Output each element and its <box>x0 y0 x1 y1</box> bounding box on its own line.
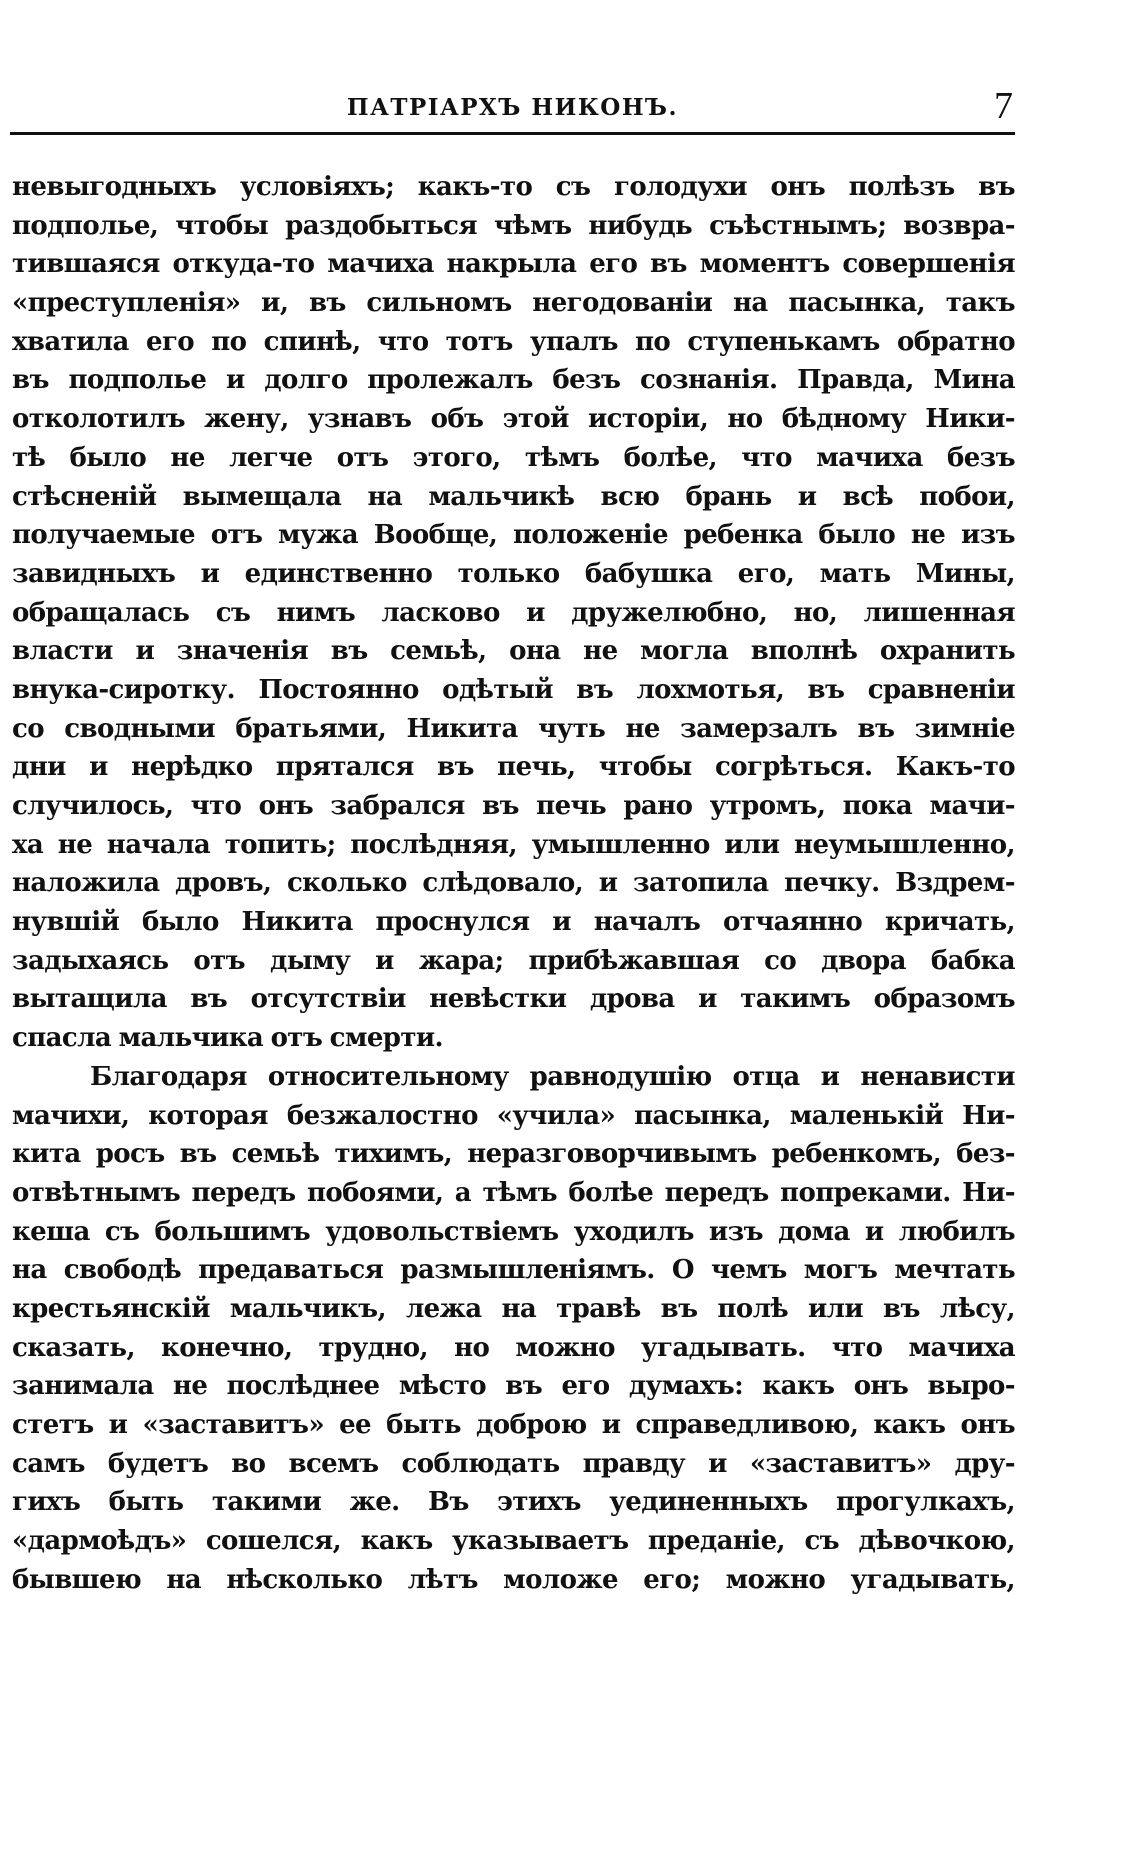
text-line: завидныхъ и единственно только бабушка его, мать Мины, <box>12 558 1015 589</box>
text-line: получаемые отъ мужа Вообще, положеніе ребенка было не изъ <box>12 520 1015 551</box>
text-line: со сводными братьями, Никита чуть не замерзалъ въ зимніе <box>12 713 1015 744</box>
text-line: вытащила въ отсутствіи невѣстки дрова и такимъ образомъ <box>12 984 1015 1015</box>
text-line: сказать, конечно, трудно, но можно угадывать. что мачиха <box>12 1332 1015 1363</box>
text-line: въ подполье и долго пролежалъ безъ сознанія. Правда, Мина <box>12 365 1015 396</box>
text-line: крестьянскій мальчикъ, лежа на травѣ въ полѣ или въ лѣсу, <box>12 1293 1015 1324</box>
text-line: тѣ было не легче отъ этого, тѣмъ болѣе, что мачиха безъ <box>12 442 1015 473</box>
text-line: отвѣтнымъ передъ побоями, а тѣмъ болѣе передъ попреками. Ни- <box>12 1177 1015 1208</box>
text-line: «дармоѣдъ» сошелся, какъ указываетъ преданіе, съ дѣвочкою, <box>12 1526 1015 1557</box>
body-text <box>12 168 1015 1599</box>
text-line: хватила его по спинѣ, что тотъ упалъ по ступенькамъ обратно <box>12 326 1015 357</box>
text-line: невыгодныхъ условіяхъ; какъ-то съ голодухи онъ полѣзъ въ <box>12 172 1015 202</box>
text-line: ха не начала топить; послѣдняя, умышленно или неумышленно, <box>12 829 1015 860</box>
text-line: подполье, чтобы раздобыться чѣмъ нибудь съѣстнымъ; возвра- <box>12 210 1015 241</box>
text-line: стѣсненій вымещала на мальчикѣ всю брань и всѣ побои, <box>12 481 1015 512</box>
running-title: ПАТРІАРХЪ НИКОНЪ. <box>346 94 679 121</box>
text-line: кита росъ въ семьѣ тихимъ, неразговорчивымъ ребенкомъ, без- <box>12 1139 1015 1170</box>
text-line: дни и нерѣдко прятался въ печь, чтобы согрѣться. Какъ-то <box>12 752 1015 783</box>
text-line: спасла мальчика отъ смерти. <box>12 1023 444 1054</box>
text-line: наложила дровъ, сколько слѣдовало, и затопила печку. Вздрем- <box>12 868 1015 899</box>
text-line: внука-сиротку. Постоянно одѣтый въ лохмотья, въ сравненіи <box>12 674 1015 705</box>
text-line: бывшею на нѣсколько лѣтъ моложе его; можно угадывать, <box>12 1564 1015 1595</box>
text-line: гихъ быть такими же. Въ этихъ уединенныхъ прогулкахъ, <box>12 1487 1015 1518</box>
paragraph-1 <box>12 168 1015 1058</box>
paragraph-2 <box>12 1058 1015 1600</box>
running-header <box>10 82 1015 135</box>
text-line: «преступленія» и, въ сильномъ негодованіи на пасынка, такъ <box>12 288 1015 319</box>
text-line: нувшій было Никита проснулся и началъ отчаянно кричать, <box>12 907 1015 938</box>
text-line: тившаяся откуда-то мачиха накрыла его въ моментъ совершенія <box>12 249 1015 280</box>
text-line: власти и значенія въ семьѣ, она не могла вполнѣ охранить <box>12 636 1015 667</box>
text-line: Благодаря относительному равнодушію отца и ненависти <box>90 1061 1015 1092</box>
text-line: случилось, что онъ забрался въ печь рано утромъ, пока мачи- <box>12 791 1015 821</box>
text-line: стетъ и «заставитъ» ее быть доброю и справедливою, какъ онъ <box>12 1410 1015 1440</box>
text-line: занимала не послѣднее мѣсто въ его думахъ: какъ онъ выро- <box>12 1371 1015 1402</box>
text-line: на свободѣ предаваться размышленіямъ. О чемъ могъ мечтать <box>12 1255 1015 1286</box>
text-line: обращалась съ нимъ ласково и дружелюбно, но, лишенная <box>12 597 1015 628</box>
text-line: кеша съ большимъ удовольствіемъ уходилъ изъ дома и любилъ <box>12 1216 1015 1247</box>
text-line: мачихи, которая безжалостно «учила» пасынка, маленькій Ни- <box>12 1100 1015 1131</box>
text-line: отколотилъ жену, узнавъ объ этой исторіи, но бѣдному Ники- <box>12 404 1015 435</box>
page-number: 7 <box>994 85 1013 127</box>
text-line: задыхаясь отъ дыму и жара; прибѣжавшая со двора бабка <box>12 945 1015 976</box>
text-line: самъ будетъ во всемъ соблюдать правду и «заставитъ» дру- <box>12 1448 1015 1479</box>
